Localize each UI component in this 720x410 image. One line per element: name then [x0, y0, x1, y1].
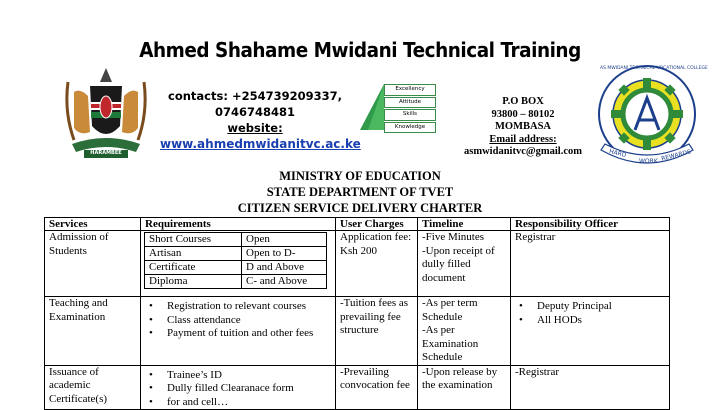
officer-cell: Registrar [511, 231, 670, 297]
requirement-item: • Dully filled Clearanace form [163, 382, 331, 396]
website-link[interactable]: www.ahmedmwidanitvc.ac.ke [160, 137, 361, 151]
req-grade: D and Above [242, 261, 327, 275]
timeline-cell [418, 297, 511, 366]
table-row [45, 365, 670, 410]
seal-motto-word: REWARDS [660, 148, 692, 163]
req-grade: C- and Above [242, 275, 327, 289]
pyramid-level: Excellency [384, 84, 436, 96]
col-header-responsibility-officer: Responsibility Officer [511, 218, 670, 231]
ministry-heading: MINISTRY OF EDUCATION [279, 169, 441, 183]
contacts-phone-1: contacts: +254739209337, [168, 89, 342, 103]
coat-of-arms-logo [60, 62, 152, 162]
pyramid-levels [384, 84, 436, 133]
address-block [448, 96, 598, 159]
col-header-user-charges: User Charges [336, 218, 418, 231]
requirements-cell [141, 297, 336, 366]
service-charter-table [44, 217, 670, 410]
req-level: Diploma [145, 275, 242, 289]
email-label: Email address: [489, 133, 557, 145]
seal-motto-word: HARD [608, 147, 627, 160]
charter-headings [0, 168, 720, 216]
col-header-requirements: Requirements [141, 218, 336, 231]
pyramid-level: Knowledge [384, 122, 436, 134]
charter-heading: CITIZEN SERVICE DELIVERY CHARTER [237, 201, 483, 215]
charges-cell: -Tuition fees as prevailing fee structure [336, 297, 418, 366]
address-code: 93800 – 80102 [491, 108, 555, 120]
requirement-item: • Registration to relevant courses [163, 300, 331, 314]
timeline-item: -Upon receipt of dully filled document [422, 244, 495, 284]
coat-of-arms-motto: HARAMBEE [90, 150, 122, 156]
timeline-cell [418, 365, 511, 410]
service-cell: Admission of Students [45, 231, 141, 297]
service-cell: Teaching and Examination [45, 297, 141, 366]
charges-cell: -Prevailing convocation fee [336, 365, 418, 410]
req-grade: Open to D- [242, 247, 327, 261]
req-level: Artisan [145, 247, 242, 261]
officer-item: • Deputy Principal [533, 300, 665, 314]
requirement-item-continuation: • for and cell… [163, 396, 331, 410]
contacts-phone-2: 0746748481 [214, 105, 296, 119]
timeline-item: -As per term Schedule [422, 297, 478, 323]
requirement-item: • Class attendance [163, 314, 331, 328]
table-header-row [45, 218, 670, 231]
requirement-item: • Trainee’s ID [163, 369, 331, 383]
requirement-item: • Payment of tuition and other fees [163, 327, 331, 341]
timeline-item: -Five Minutes [422, 231, 485, 243]
req-level: Short Courses [145, 233, 242, 247]
timeline-item: -Upon release by the examination [422, 365, 498, 391]
req-level: Certificate [145, 261, 242, 275]
charges-cell: Application fee: Ksh 200 [336, 231, 418, 297]
requirements-cell [141, 231, 336, 297]
seal-motto-word: WORK [639, 158, 658, 165]
col-header-timeline: Timeline [418, 218, 511, 231]
college-seal-ring-text: AS MWIDANI TECHNICAL VOCATIONAL COLLEGE [600, 66, 708, 71]
col-header-services: Services [45, 218, 141, 231]
req-grade: Open [242, 233, 327, 247]
table-row [45, 231, 670, 297]
officer-cell [511, 297, 670, 366]
contacts-block [160, 88, 361, 152]
institution-title: Ahmed Shahame Mwidani Technical Training [139, 38, 581, 62]
pyramid-level: Skills [384, 109, 436, 121]
timeline-cell [418, 231, 511, 297]
table-row [45, 297, 670, 366]
address-po-box: P.O BOX [502, 96, 544, 107]
pyramid-level: Attitude [384, 97, 436, 109]
service-cell: Issuance of academic Certificate(s) [45, 365, 141, 410]
website-label: website: [227, 121, 283, 135]
officer-cell: -Registrar [511, 365, 670, 410]
timeline-item: -As per Examination Schedule [422, 324, 479, 363]
address-city: MOMBASA [495, 121, 551, 132]
department-heading: STATE DEPARTMENT OF TVET [266, 185, 454, 199]
requirements-subtable [144, 232, 327, 289]
officer-item: • All HODs [533, 314, 665, 328]
requirements-cell [141, 365, 336, 410]
email-address[interactable]: asmwidanitvc@gmail.com [464, 146, 582, 157]
